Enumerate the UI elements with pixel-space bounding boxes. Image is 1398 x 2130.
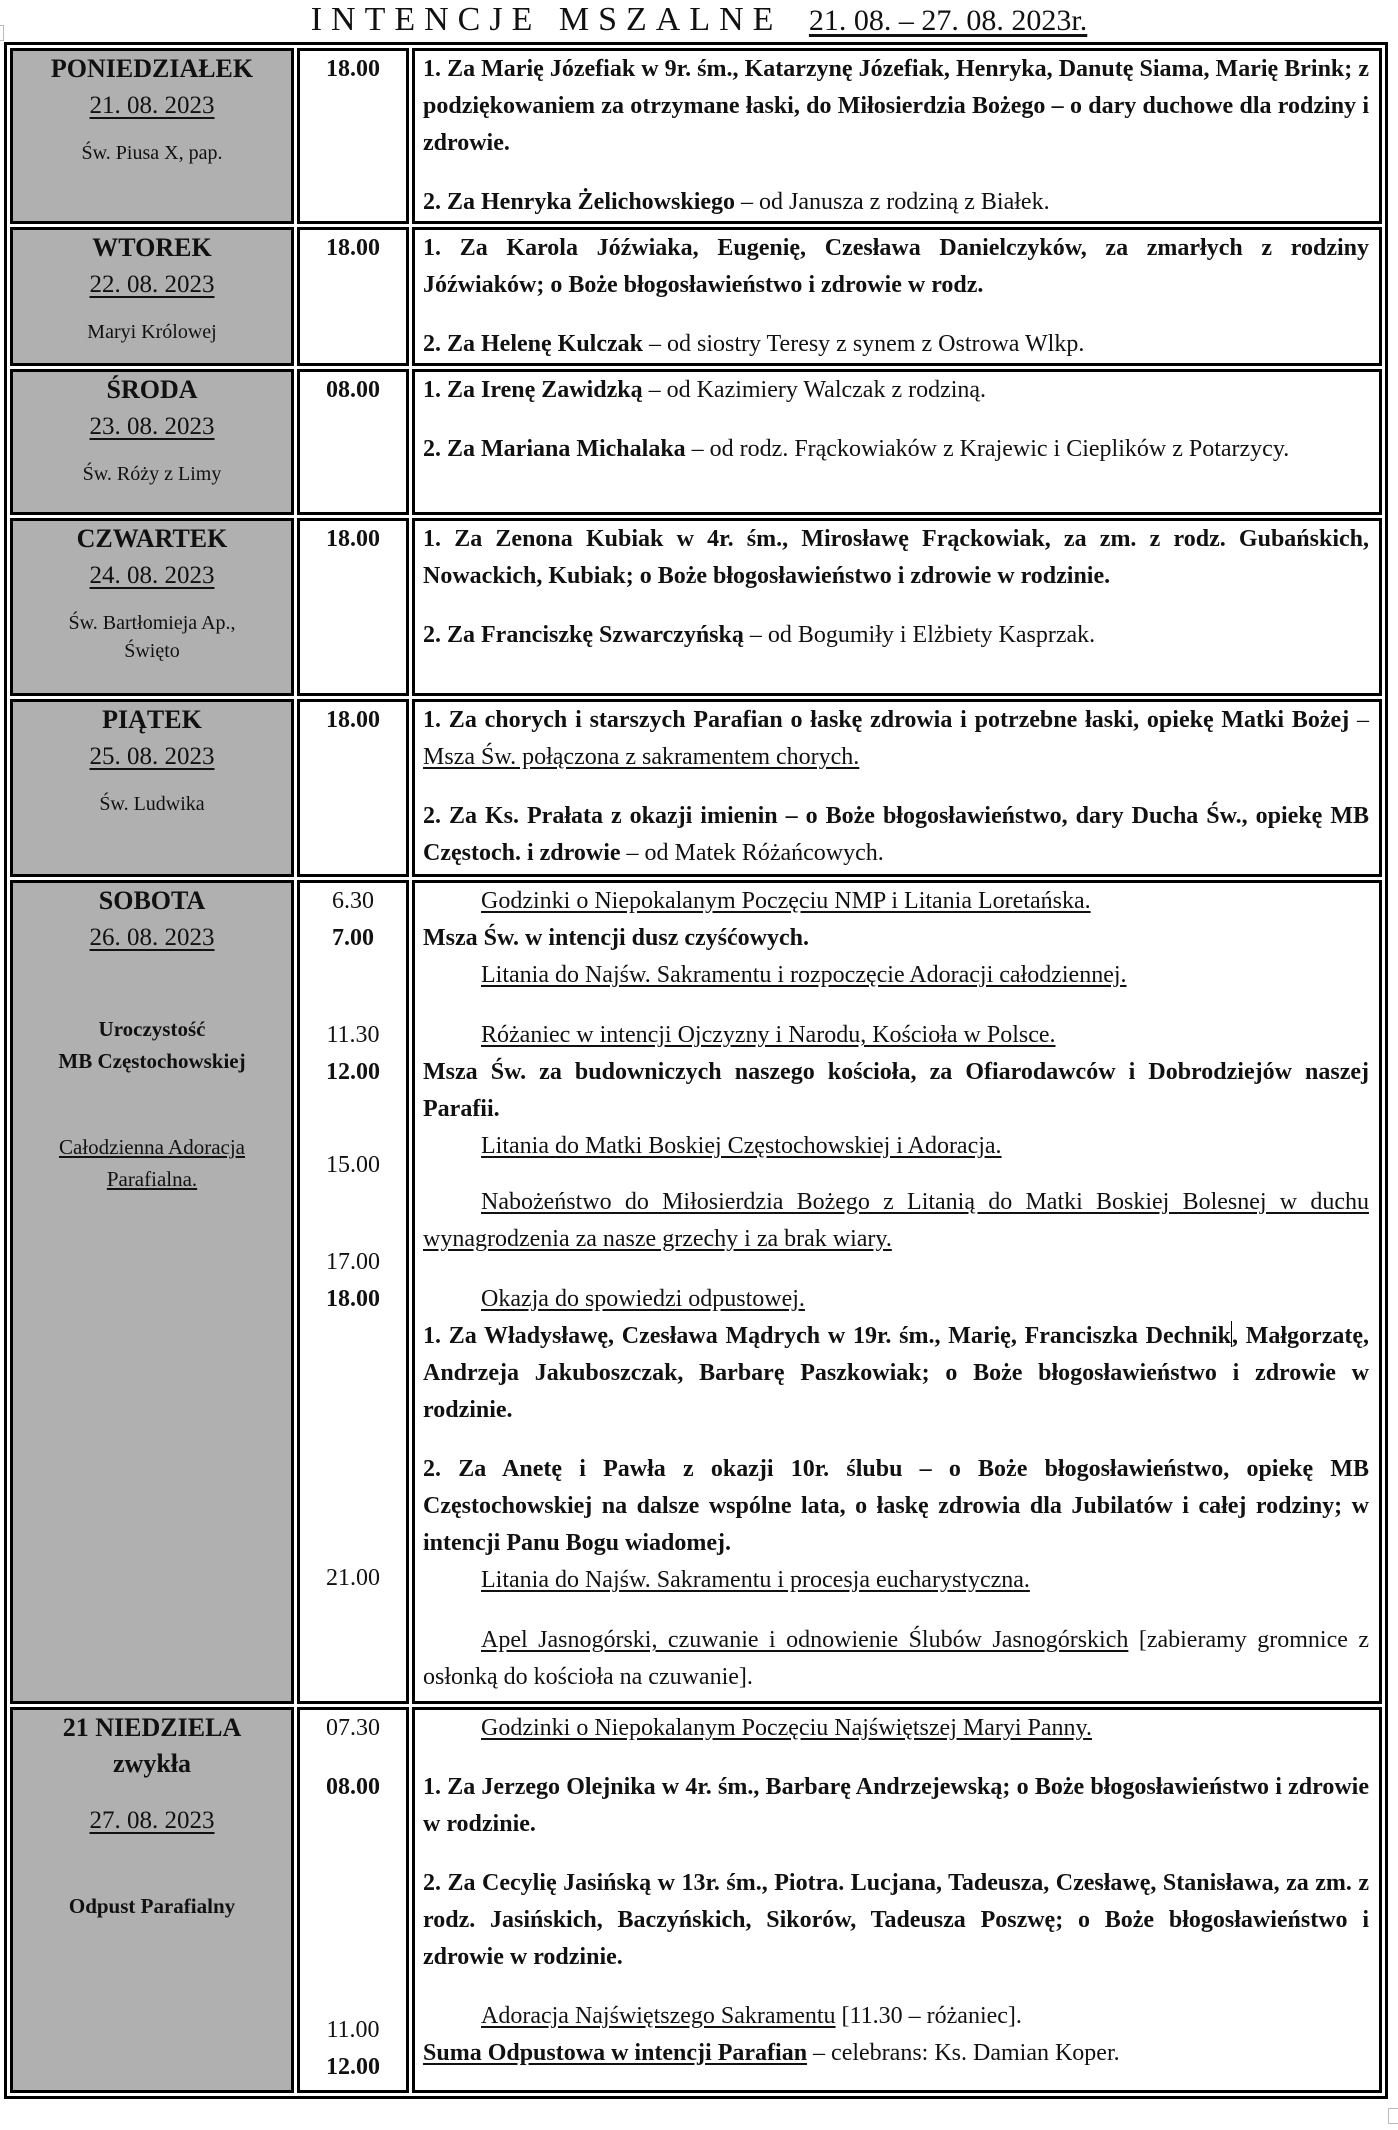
service-entry: Okazja do spowiedzi odpustowej. [481, 1286, 805, 1312]
intentions-cell [412, 227, 1382, 366]
day-feast: Uroczystość MB Częstochowskiej [58, 1017, 246, 1073]
day-name: WTOREK [92, 233, 212, 262]
day-date: 24. 08. 2023 [89, 562, 215, 589]
intention-item: 2. Za Mariana Michalaka – od rodz. Frąckowiaków z Krajewic i Cieplików z Potarzycy. [423, 436, 1290, 462]
title-main: INTENCJE MSZALNE [310, 1, 783, 38]
mass-time: 12.00 [326, 1059, 380, 1085]
mass-time: 12.00 [326, 2054, 380, 2080]
day-feast: Odpust Parafialny [68, 1894, 236, 1918]
page-title [0, 0, 1398, 40]
mass-entry: Msza Św. w intencji dusz czyśćowych. [423, 925, 809, 951]
day-date: 23. 08. 2023 [89, 413, 215, 440]
table-row-wednesday [10, 369, 1382, 515]
service-entry: Litania do Najśw. Sakramentu i rozpoczęcie Adoracji całodziennej. [481, 962, 1127, 988]
mass-time: 11.30 [326, 1022, 380, 1048]
intention-item: 1. Za Władysławę, Czesława Mądrych w 19r. śm., Marię, Franciszka Dechnik, Małgorzatę, Andrzeja Jakuboszczak, Barbarę Paszkowiak; o Boże błogosławieństwo i zdrowie w rodzinie. [423, 1323, 1369, 1423]
service-entry: Apel Jasnogórski, czuwanie i odnowienie Ślubów Jasnogórskich [zabieramy gromnice z osłonką do kościoła na czuwanie]. [423, 1627, 1369, 1690]
day-cell [10, 369, 294, 515]
mass-time: 07.30 [326, 1715, 380, 1741]
day-cell [10, 518, 294, 696]
day-saint: Św. Ludwika [99, 793, 205, 815]
table-row-saturday [10, 880, 1382, 1704]
table-row-monday [10, 48, 1382, 224]
day-date: 26. 08. 2023 [89, 924, 215, 951]
service-entry: Nabożeństwo do Miłosierdzia Bożego z Litanią do Matki Boskiej Bolesnej w duchu wynagrodzenia za nasze grzechy i za brak wiary. [423, 1189, 1369, 1252]
service-entry: Adoracja Najświętszego Sakramentu [11.30 – różaniec]. [481, 2003, 1022, 2029]
mass-time: 18.00 [326, 707, 380, 733]
table-row-friday [10, 699, 1382, 877]
time-cell [297, 699, 409, 877]
day-saint: Św. Piusa X, pap. [81, 142, 223, 164]
intention-item: 1. Za Karola Jóźwiaka, Eugenię, Czesława Danielczyków, za zmarłych z rodziny Jóźwiaków; o Boże błogosławieństwo i zdrowie w rodz. [423, 235, 1369, 298]
mass-time: 08.00 [326, 1774, 380, 1800]
day-date: 22. 08. 2023 [89, 271, 215, 298]
mass-time: 7.00 [332, 925, 374, 951]
day-cell [10, 48, 294, 224]
service-entry: Godzinki o Niepokalanym Poczęciu Najświętszej Maryi Panny. [481, 1715, 1092, 1741]
day-date: 25. 08. 2023 [89, 743, 215, 770]
time-cell [297, 227, 409, 366]
day-name: CZWARTEK [76, 524, 228, 553]
intentions-cell [412, 369, 1382, 515]
time-cell [297, 1707, 409, 2093]
time-cell [297, 369, 409, 515]
service-entry: Litania do Matki Boskiej Częstochowskiej i Adoracja. [481, 1133, 1002, 1159]
intention-item: 2. Za Anetę i Pawła z okazji 10r. ślubu – o Boże błogosławieństwo, opiekę MB Częstochowskiej na dalsze wspólne lata, o łaskę zdrowia dla Jubilatów i całej rodziny; w intencji Panu Bogu wiadomej. [423, 1456, 1369, 1556]
mass-time: 18.00 [326, 235, 380, 261]
intention-item: 1. Za Jerzego Olejnika w 4r. śm., Barbarę Andrzejewską; o Boże błogosławieństwo i zdrowie w rodzinie. [423, 1774, 1369, 1837]
day-saint: Św. Bartłomieja Ap., Święto [68, 612, 236, 662]
intention-item: 2. Za Franciszkę Szwarczyńską – od Bogumiły i Elżbiety Kasprzak. [423, 622, 1096, 648]
day-saint: Maryi Królowej [87, 321, 217, 343]
mass-time: 18.00 [326, 526, 380, 552]
day-name: PONIEDZIAŁEK [50, 54, 254, 83]
service-entry: Różaniec w intencji Ojczyzny i Narodu, Kościoła w Polsce. [481, 1022, 1056, 1048]
time-cell [297, 880, 409, 1704]
intention-item: 2. Za Ks. Prałata z okazji imienin – o Boże błogosławieństwo, dary Ducha Św., opiekę MB Częstoch. i zdrowie – od Matek Różańcowych. [423, 803, 1369, 866]
intention-item: 1. Za Marię Józefiak w 9r. śm., Katarzynę Józefiak, Henryka, Danutę Siama, Marię Brink; z podziękowaniem za otrzymane łaski, do Miłosierdzia Bożego – o dary duchowe dla rodziny i zdrowie. [423, 56, 1369, 156]
mass-time: 17.00 [326, 1249, 380, 1275]
day-name: PIĄTEK [102, 705, 202, 734]
day-note: Całodzienna Adoracja Parafialna. [58, 1135, 245, 1191]
mass-time: 21.00 [326, 1565, 380, 1591]
intention-item: 1. Za chorych i starszych Parafian o łaskę zdrowia i potrzebne łaski, opiekę Matki Bożej – Msza Św. połączona z sakramentem chorych. [423, 707, 1369, 770]
day-saint: Św. Róży z Limy [82, 463, 222, 485]
mass-entry: Suma Odpustowa w intencji Parafian – celebrans: Ks. Damian Koper. [423, 2040, 1120, 2066]
intention-item: 1. Za Irenę Zawidzką – od Kazimiery Walczak z rodziną. [423, 377, 987, 403]
mass-time: 18.00 [326, 1286, 380, 1312]
intentions-cell [412, 518, 1382, 696]
service-entry: Godzinki o Niepokalanym Poczęciu NMP i Litania Loretańska. [481, 888, 1091, 914]
day-date: 21. 08. 2023 [89, 92, 215, 119]
mass-time: 18.00 [326, 56, 380, 82]
mass-time: 11.00 [326, 2017, 380, 2043]
intentions-cell [412, 880, 1382, 1704]
mass-time: 08.00 [326, 377, 380, 403]
mass-time: 15.00 [326, 1152, 380, 1178]
mass-time: 6.30 [332, 888, 374, 914]
time-cell [297, 48, 409, 224]
table-row-thursday [10, 518, 1382, 696]
mass-entry: Msza Św. za budowniczych naszego kościoła, za Ofiarodawców i Dobrodziejów naszej Parafii. [423, 1059, 1369, 1122]
intention-item: 2. Za Cecylię Jasińską w 13r. śm., Piotra. Lucjana, Tadeusza, Czesławę, Stanisława, za zm. z rodz. Jasińskich, Baczyńskich, Sikorów, Tadeusza Poszwę; o Boże błogosławieństwo i zdrowie w rodzinie. [423, 1870, 1369, 1970]
day-cell [10, 880, 294, 1704]
page-margin-mark [1388, 2108, 1398, 2124]
intention-item: 2. Za Helenę Kulczak – od siostry Teresy z synem z Ostrowa Wlkp. [423, 331, 1085, 357]
table-row-tuesday [10, 227, 1382, 366]
mass-intentions-table [4, 42, 1388, 2099]
intentions-cell [412, 48, 1382, 224]
service-entry: Litania do Najśw. Sakramentu i procesja eucharystyczna. [481, 1567, 1030, 1593]
day-cell [10, 227, 294, 366]
time-cell [297, 518, 409, 696]
intention-item: 1. Za Zenona Kubiak w 4r. śm., Mirosławę Frąckowiak, za zm. z rodz. Gubańskich, Nowackich, Kubiak; o Boże błogosławieństwo i zdrowie w rodzinie. [423, 526, 1369, 589]
day-cell [10, 699, 294, 877]
day-name: SOBOTA [98, 886, 206, 915]
day-name: ŚRODA [106, 375, 198, 404]
day-name: 21 NIEDZIELA zwykła [62, 1713, 242, 1778]
day-cell [10, 1707, 294, 2093]
day-date: 27. 08. 2023 [89, 1807, 215, 1834]
title-date-range: 21. 08. – 27. 08. 2023r. [808, 4, 1088, 37]
table-row-sunday [10, 1707, 1382, 2093]
intentions-cell [412, 1707, 1382, 2093]
intention-item: 2. Za Henryka Żelichowskiego – od Janusza z rodziną z Białek. [423, 189, 1050, 215]
intentions-cell [412, 699, 1382, 877]
